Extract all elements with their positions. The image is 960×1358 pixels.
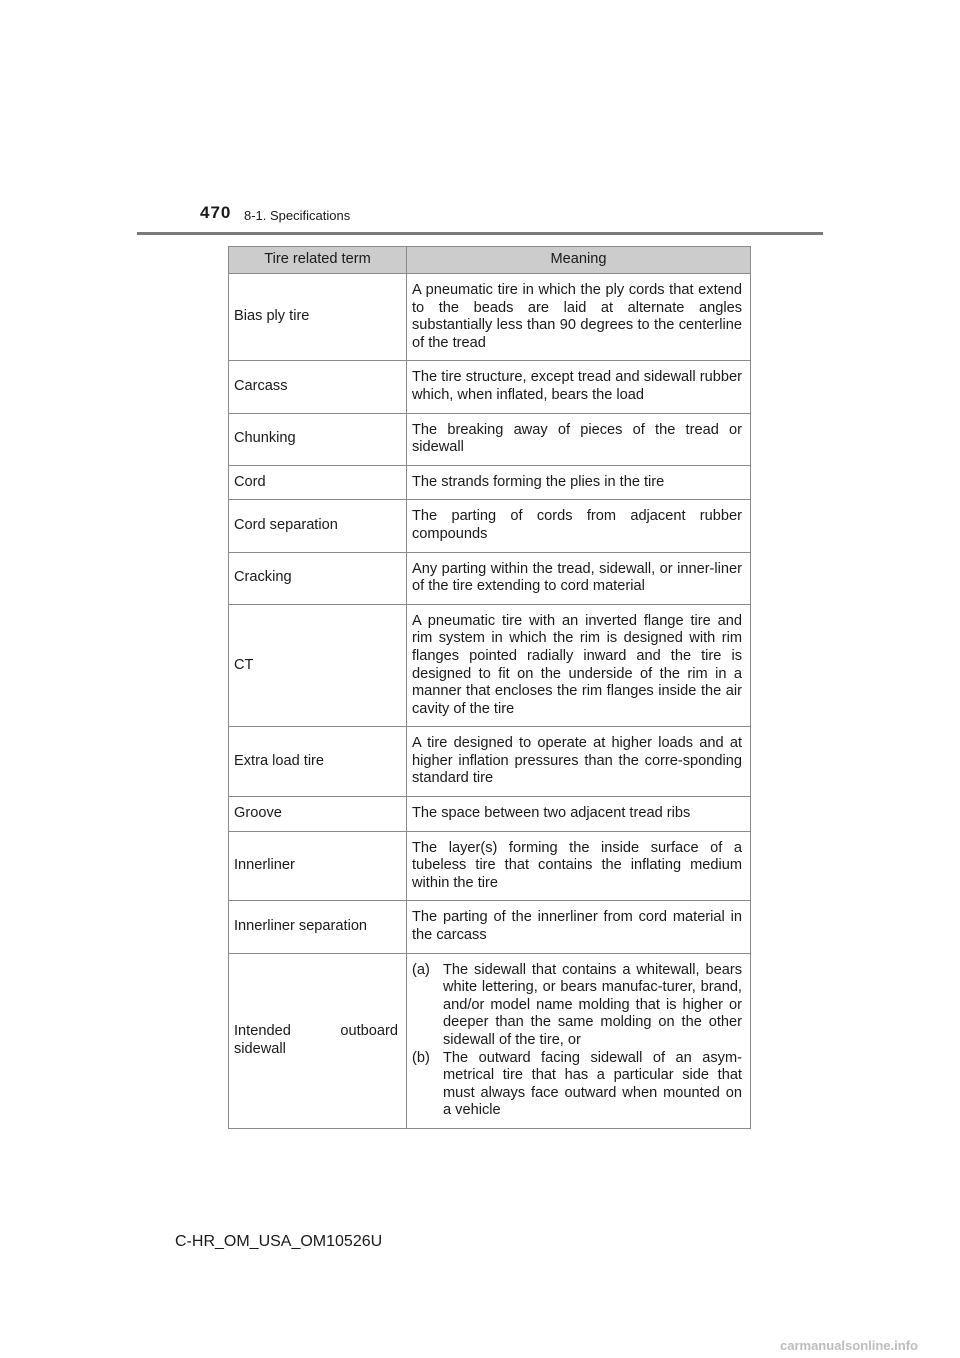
table-row: [229, 604, 751, 727]
meaning-cell: The tire structure, except tread and sidewall rubber which, when inflated, bears the load: [407, 361, 751, 413]
table-row: [229, 500, 751, 552]
term-cell: Cord: [229, 465, 407, 500]
term-cell: Bias ply tire: [229, 274, 407, 361]
watermark: carmanualsonline.info: [780, 1338, 918, 1353]
document-code: C-HR_OM_USA_OM10526U: [175, 1233, 383, 1250]
table-row: [229, 274, 751, 361]
meaning-cell: A pneumatic tire with an inverted flange tire and rim system in which the rim is designed with rim flanges pointed radially inward and the tire is designed to fit on the underside of the rim in a manner that encloses the rim flanges inside the air cavity of the tire: [407, 604, 751, 727]
term-line-1: Intended outboard: [234, 1023, 398, 1040]
meaning-cell: A tire designed to operate at higher loads and at higher inflation pressures than the corre-sponding standard tire: [407, 727, 751, 797]
term-cell: Innerliner separation: [229, 901, 407, 953]
meaning-cell: The strands forming the plies in the tire: [407, 465, 751, 500]
table-row: [229, 831, 751, 901]
term-cell: CT: [229, 604, 407, 727]
meaning-cell: Any parting within the tread, sidewall, or inner-liner of the tire extending to cord material: [407, 552, 751, 604]
term-cell: Innerliner: [229, 831, 407, 901]
table-row: [229, 361, 751, 413]
page-number: 470: [200, 203, 232, 222]
term-cell: [229, 953, 407, 1128]
meaning-cell: The parting of the innerliner from cord material in the carcass: [407, 901, 751, 953]
tire-terms-table: [228, 246, 751, 1129]
header-rule: [137, 232, 823, 235]
list-item: [412, 962, 742, 1050]
table-row: [229, 552, 751, 604]
table-row: [229, 797, 751, 832]
term-cell: Cracking: [229, 552, 407, 604]
column-header-meaning: Meaning: [407, 247, 751, 274]
list-item-text: The sidewall that contains a whitewall, bears white lettering, or bears manufac-turer, brand, and/or model name molding that is higher or deeper than the same molding on the other sidewall of the tire, or: [443, 961, 742, 1048]
meaning-cell: A pneumatic tire in which the ply cords that extend to the beads are laid at alternate angles substantially less than 90 degrees to the centerline of the tread: [407, 274, 751, 361]
term-cell: Chunking: [229, 413, 407, 465]
term-cell: Extra load tire: [229, 727, 407, 797]
term-cell: Groove: [229, 797, 407, 832]
list-item-text: The outward facing sidewall of an asym-metrical tire that has a particular side that must always face outward when mounted on a vehicle: [443, 1049, 742, 1119]
list-item: [412, 1050, 742, 1120]
term-line-2: sidewall: [234, 1040, 286, 1057]
table-row: [229, 727, 751, 797]
table-row: [229, 953, 751, 1128]
table-row: [229, 413, 751, 465]
term-cell: Carcass: [229, 361, 407, 413]
meaning-cell: The parting of cords from adjacent rubber compounds: [407, 500, 751, 552]
column-header-term: Tire related term: [229, 247, 407, 274]
meaning-cell: The space between two adjacent tread ribs: [407, 797, 751, 832]
table-row: [229, 901, 751, 953]
term-cell: Cord separation: [229, 500, 407, 552]
meaning-cell: [407, 953, 751, 1128]
meaning-cell: The breaking away of pieces of the tread or sidewall: [407, 413, 751, 465]
list-marker: (a): [412, 961, 430, 978]
table-header-row: [229, 247, 751, 274]
meaning-list: [412, 962, 742, 1120]
table-row: [229, 465, 751, 500]
meaning-cell: The layer(s) forming the inside surface of a tubeless tire that contains the inflating medium within the tire: [407, 831, 751, 901]
section-title: 8-1. Specifications: [244, 208, 351, 223]
list-marker: (b): [412, 1049, 430, 1066]
